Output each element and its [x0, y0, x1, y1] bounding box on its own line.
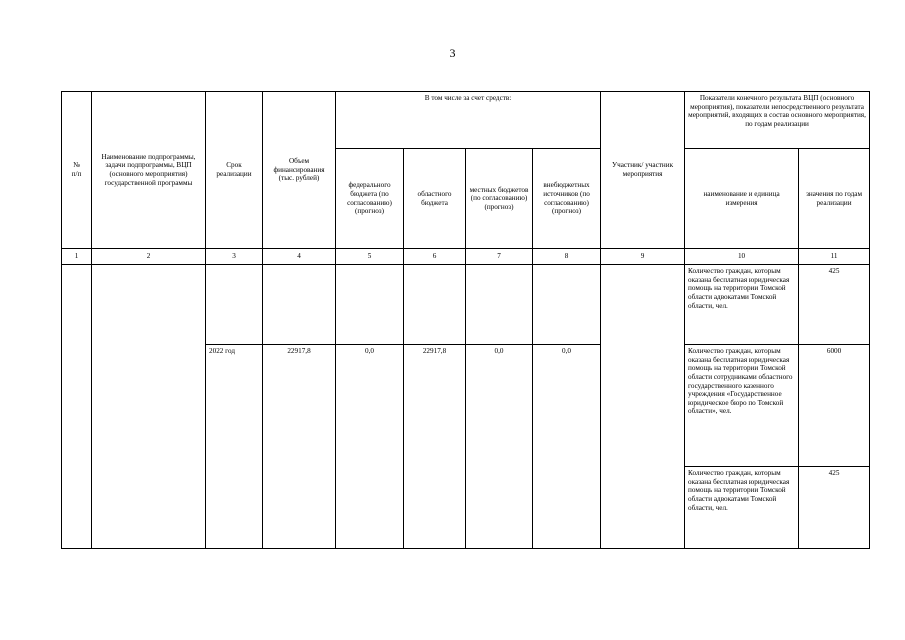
- header-indicators-group: Показатели конечного результата ВЦП (основного мероприятия), показатели непосредственного результата мероприятий, входящих в состав основного мероприятия, по годам реализации: [685, 92, 870, 149]
- cell-participant: [601, 265, 685, 549]
- column-number: 8: [533, 249, 601, 265]
- header-participant: Участник/ участник мероприятия: [601, 92, 685, 249]
- column-number: 11: [799, 249, 870, 265]
- header-federal: федерального бюджета (по согласованию) (прогноз): [336, 149, 404, 249]
- header-sources-group: В том числе за счет средств:: [336, 92, 601, 149]
- cell-volume: [263, 265, 336, 345]
- cell-regional: 22917,8: [404, 345, 466, 549]
- cell-offbudget: 0,0: [533, 345, 601, 549]
- header-num: № п/п: [62, 92, 92, 249]
- financing-table: [61, 91, 870, 549]
- column-numbers-row: [62, 249, 870, 265]
- column-number: 5: [336, 249, 404, 265]
- cell-regional: [404, 265, 466, 345]
- cell-local: [466, 265, 533, 345]
- header-indicator-name: наименование и единица измерения: [685, 149, 799, 249]
- cell-volume: 22917,8: [263, 345, 336, 549]
- column-number: 7: [466, 249, 533, 265]
- column-number: 2: [92, 249, 206, 265]
- header-local: местных бюджетов (по согласованию) (прогноз): [466, 149, 533, 249]
- column-number: 1: [62, 249, 92, 265]
- column-number: 6: [404, 249, 466, 265]
- column-number: 4: [263, 249, 336, 265]
- cell-local: 0,0: [466, 345, 533, 549]
- cell-indicator-value: 6000: [799, 345, 870, 467]
- header-volume: Объем финансирования (тыс. рублей): [263, 92, 336, 249]
- cell-indicator-value: 425: [799, 265, 870, 345]
- cell-term: [206, 265, 263, 345]
- header-regional: областного бюджета: [404, 149, 466, 249]
- cell-indicator-value: 425: [799, 467, 870, 549]
- column-number: 10: [685, 249, 799, 265]
- cell-name: [92, 265, 206, 549]
- page-number: 3: [449, 46, 456, 60]
- table-row: [62, 265, 870, 345]
- cell-offbudget: [533, 265, 601, 345]
- header-name: Наименование подпрограммы, задачи подпрограммы, ВЦП (основного мероприятия) государственной программы: [92, 92, 206, 249]
- cell-indicator: Количество граждан, которым оказана бесплатная юридическая помощь на территории Томской области адвокатами Томской области, чел.: [685, 467, 799, 549]
- header-indicator-value: значения по годам реализации: [799, 149, 870, 249]
- cell-term: 2022 год: [206, 345, 263, 549]
- column-number: 9: [601, 249, 685, 265]
- column-number: 3: [206, 249, 263, 265]
- cell-federal: [336, 265, 404, 345]
- cell-indicator: Количество граждан, которым оказана бесплатная юридическая помощь на территории Томской области сотрудниками областного государственного казенного учреждения «Государственное юридическое бюро по Томской области», чел.: [685, 345, 799, 467]
- header-offbudget: внебюджетных источников (по согласованию) (прогноз): [533, 149, 601, 249]
- cell-federal: 0,0: [336, 345, 404, 549]
- header-term: Срок реализации: [206, 92, 263, 249]
- cell-indicator: Количество граждан, которым оказана бесплатная юридическая помощь на территории Томской области адвокатами Томской области, чел.: [685, 265, 799, 345]
- cell-num: [62, 265, 92, 549]
